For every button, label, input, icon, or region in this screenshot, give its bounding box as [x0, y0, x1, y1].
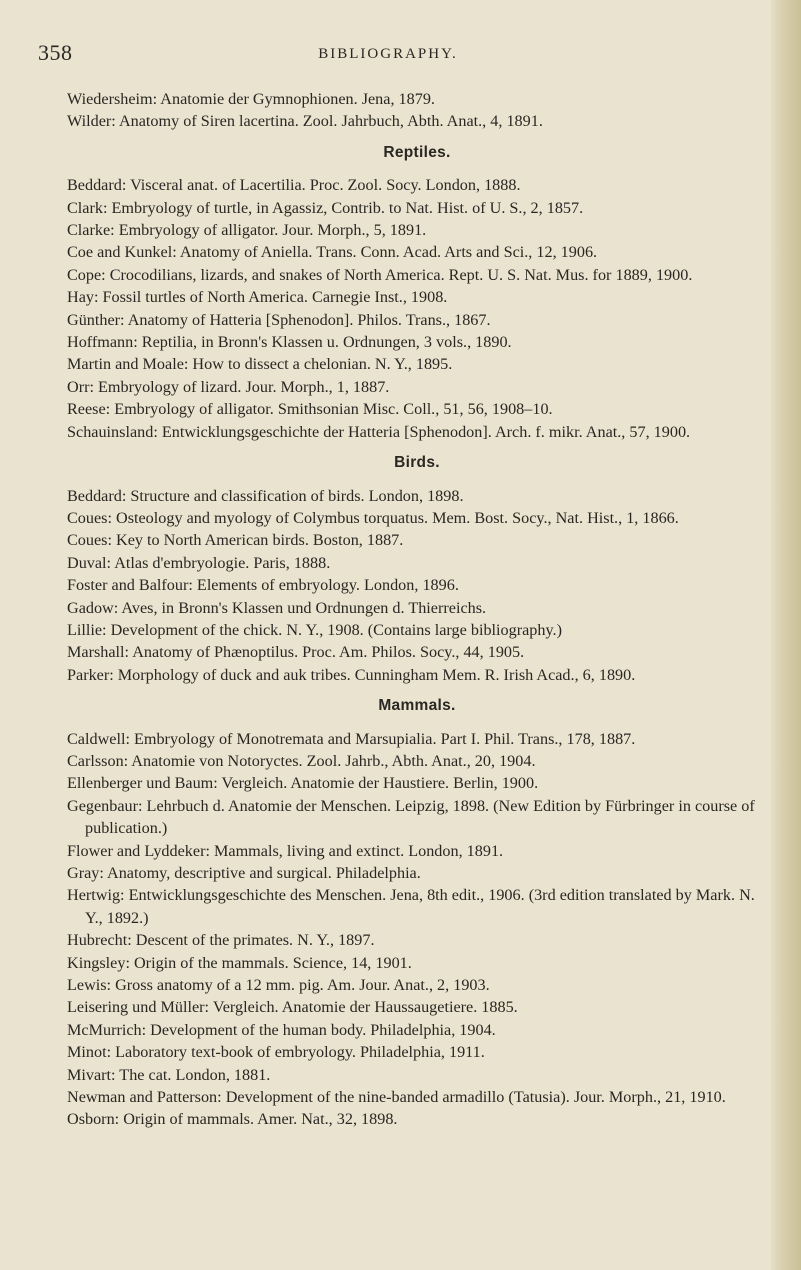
bibliography-entry: Foster and Balfour: Elements of embryology. London, 1896.	[67, 576, 459, 595]
bibliography-entry: Hertwig: Entwicklungsgeschichte des Menschen. Jena, 8th edit., 1906. (3rd edition translated by Mark. N. Y., 1892.)	[67, 886, 755, 927]
bibliography-entry: McMurrich: Development of the human body. Philadelphia, 1904.	[67, 1020, 496, 1039]
section-reptiles	[67, 142, 767, 443]
bibliography-entry: Lewis: Gross anatomy of a 12 mm. pig. Am. Jour. Anat., 2, 1903.	[67, 976, 490, 995]
bibliography-entry: Caldwell: Embryology of Monotremata and Marsupialia. Part I. Phil. Trans., 178, 1887.	[67, 729, 636, 748]
bibliography-entry: Leisering und Müller: Vergleich. Anatomie der Haussaugetiere. 1885.	[67, 998, 518, 1017]
bibliography-entry: Minot: Laboratory text-book of embryology. Philadelphia, 1911.	[67, 1043, 485, 1062]
bibliography-entry: Hay: Fossil turtles of North America. Carnegie Inst., 1908.	[67, 288, 448, 307]
section-heading: Birds.	[394, 454, 440, 472]
bibliography-entry: Osborn: Origin of mammals. Amer. Nat., 32, 1898.	[67, 1110, 398, 1129]
running-title: BIBLIOGRAPHY.	[318, 46, 458, 62]
bibliography-entry: Lillie: Development of the chick. N. Y., 1908. (Contains large bibliography.)	[67, 620, 562, 639]
section-heading: Mammals.	[378, 697, 456, 715]
page-header	[38, 40, 738, 70]
bibliography-entry: Schauinsland: Entwicklungsgeschichte der Hatteria [Sphenodon]. Arch. f. mikr. Anat., 57, 1900.	[67, 422, 691, 441]
page-number: 358	[38, 40, 73, 65]
bibliography-entry: Martin and Moale: How to dissect a chelonian. N. Y., 1895.	[67, 355, 453, 374]
section-birds	[67, 452, 767, 686]
bibliography-entry: Orr: Embryology of lizard. Jour. Morph., 1, 1887.	[67, 377, 390, 396]
bibliography-entry: Hoffmann: Reptilia, in Bronn's Klassen u. Ordnungen, 3 vols., 1890.	[67, 333, 512, 352]
bibliography-entry: Hubrecht: Descent of the primates. N. Y., 1897.	[67, 931, 375, 950]
page-edge	[771, 0, 801, 1270]
bibliography-entry: Duval: Atlas d'embryologie. Paris, 1888.	[67, 553, 331, 572]
bibliography-entry: Mivart: The cat. London, 1881.	[67, 1065, 271, 1084]
section-mammals	[67, 695, 767, 1131]
bibliography-entry: Wilder: Anatomy of Siren lacertina. Zool. Jahrbuch, Abth. Anat., 4, 1891.	[67, 112, 543, 131]
bibliography-body	[67, 88, 767, 1131]
intro-entries	[67, 88, 767, 133]
bibliography-entry: Cope: Crocodilians, lizards, and snakes of North America. Rept. U. S. Nat. Mus. for 1889, 1900.	[67, 265, 693, 284]
bibliography-entry: Parker: Morphology of duck and auk tribes. Cunningham Mem. R. Irish Acad., 6, 1890.	[67, 665, 636, 684]
bibliography-entry: Clark: Embryology of turtle, in Agassiz, Contrib. to Nat. Hist. of U. S., 2, 1857.	[67, 198, 584, 217]
bibliography-entry: Gray: Anatomy, descriptive and surgical. Philadelphia.	[67, 864, 421, 882]
bibliography-entry: Coues: Osteology and myology of Colymbus torquatus. Mem. Bost. Socy., Nat. Hist., 1, 1866.	[67, 508, 679, 527]
bibliography-entry: Günther: Anatomy of Hatteria [Sphenodon]. Philos. Trans., 1867.	[67, 310, 491, 329]
bibliography-entry: Reese: Embryology of alligator. Smithsonian Misc. Coll., 51, 56, 1908–10.	[67, 400, 553, 419]
section-heading: Reptiles.	[383, 143, 451, 161]
bibliography-entry: Kingsley: Origin of the mammals. Science, 14, 1901.	[67, 953, 412, 972]
bibliography-entry: Clarke: Embryology of alligator. Jour. Morph., 5, 1891.	[67, 221, 427, 240]
bibliography-entry: Wiedersheim: Anatomie der Gymnophionen. Jena, 1879.	[67, 90, 435, 108]
bibliography-entry: Beddard: Structure and classification of birds. London, 1898.	[67, 486, 464, 505]
bibliography-entry: Newman and Patterson: Development of the nine-banded armadillo (Tatusia). Jour. Morph., 21, 1910.	[67, 1088, 726, 1107]
bibliography-entry: Ellenberger und Baum: Vergleich. Anatomie der Haustiere. Berlin, 1900.	[67, 774, 539, 793]
bibliography-entry: Coues: Key to North American birds. Boston, 1887.	[67, 531, 404, 550]
bibliography-entry: Beddard: Visceral anat. of Lacertilia. Proc. Zool. Socy. London, 1888.	[67, 176, 521, 195]
bibliography-entry: Gadow: Aves, in Bronn's Klassen und Ordnungen d. Thierreichs.	[67, 598, 487, 617]
bibliography-entry: Coe and Kunkel: Anatomy of Aniella. Trans. Conn. Acad. Arts and Sci., 12, 1906.	[67, 243, 598, 262]
bibliography-entry: Carlsson: Anatomie von Notoryctes. Zool. Jahrb., Abth. Anat., 20, 1904.	[67, 751, 536, 770]
bibliography-entry: Flower and Lyddeker: Mammals, living and extinct. London, 1891.	[67, 841, 504, 860]
bibliography-entry: Marshall: Anatomy of Phænoptilus. Proc. Am. Philos. Socy., 44, 1905.	[67, 643, 525, 662]
bibliography-entry: Gegenbaur: Lehrbuch d. Anatomie der Menschen. Leipzig, 1898. (New Edition by Fürbringer in course of publication.)	[67, 796, 755, 838]
